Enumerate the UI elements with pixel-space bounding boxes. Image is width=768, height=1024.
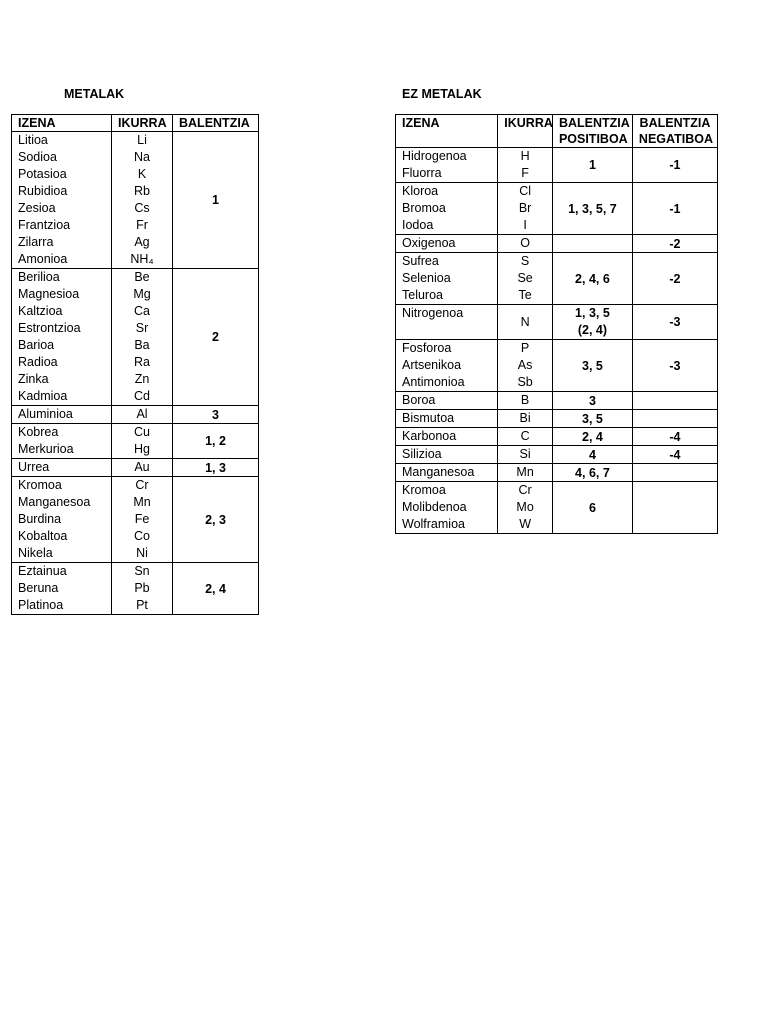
element-symbol: Na [134, 150, 150, 164]
element-symbols-cell [498, 428, 553, 446]
element-names-cell [396, 183, 498, 235]
positive-valence-value: 4, 6, 7 [552, 464, 632, 482]
element-name: Litioa [18, 133, 48, 147]
element-name: Karbonoa [402, 429, 457, 443]
element-symbol: Zn [134, 372, 150, 386]
element-symbols-cell [112, 563, 173, 615]
valence-value: 2, 4 [173, 563, 259, 615]
element-symbol: Mn [516, 465, 534, 479]
element-symbol: Pt [136, 598, 148, 612]
element-name: Aluminioa [18, 407, 73, 421]
element-name: Kobrea [18, 425, 59, 439]
negative-valence-value: -2 [632, 253, 717, 305]
element-symbol: NH₄ [130, 252, 154, 266]
element-name: Kromoa [402, 483, 446, 497]
metal-group-row [12, 477, 259, 563]
element-name: Oxigenoa [402, 236, 456, 250]
positive-valence-value: 1 [552, 148, 632, 183]
ez-metalak-header-row [396, 115, 718, 148]
element-name: Iodoa [402, 218, 434, 232]
element-names-cell [396, 482, 498, 534]
element-symbols-cell [498, 446, 553, 464]
element-name: Kadmioa [18, 389, 68, 403]
element-names-cell [12, 477, 112, 563]
metalak-header-row [12, 115, 259, 132]
element-name: Amonioa [18, 252, 68, 266]
nonmetal-group-row [396, 235, 718, 253]
element-name: Molibdenoa [402, 500, 467, 514]
element-symbols-cell [498, 410, 553, 428]
negative-valence-value [632, 392, 717, 410]
element-symbols-cell [112, 269, 173, 406]
element-name: Manganesoa [18, 495, 91, 509]
header-balentzia-positiboa: BALENTZIA POSITIBOA [552, 115, 632, 148]
element-name: Nitrogenoa [402, 306, 464, 320]
element-symbol: Fe [134, 512, 150, 526]
element-symbol: I [523, 218, 527, 232]
positive-valence-value [552, 305, 632, 340]
element-name: Potasioa [18, 167, 67, 181]
nonmetal-group-row [396, 464, 718, 482]
header-balentzia: BALENTZIA [173, 115, 259, 132]
element-name: Sodioa [18, 150, 57, 164]
element-symbol: Cu [134, 425, 150, 439]
element-name: Estrontzioa [18, 321, 81, 335]
element-name: Barioa [18, 338, 55, 352]
element-names-cell [396, 392, 498, 410]
element-name: Teluroa [402, 288, 443, 302]
nonmetal-group-row [396, 428, 718, 446]
positive-valence-value: 3, 5 [552, 410, 632, 428]
positive-valence-value: 3, 5 [552, 340, 632, 392]
valence-value: 2, 3 [173, 477, 259, 563]
element-name: Boroa [402, 393, 436, 407]
metalak-table [11, 114, 259, 615]
nonmetal-group-row [396, 253, 718, 305]
header-izena: IZENA [12, 115, 112, 132]
element-symbol: Cs [134, 201, 150, 215]
negative-valence-value: -3 [632, 305, 717, 340]
negative-valence-value: -1 [632, 148, 717, 183]
element-symbol: Hg [134, 442, 150, 456]
nonmetal-group-row [396, 305, 718, 340]
metal-group-row [12, 406, 259, 424]
element-name: Merkurioa [18, 442, 74, 456]
element-symbols-cell [498, 148, 553, 183]
nonmetal-group-row [396, 482, 718, 534]
element-symbol: Ba [134, 338, 150, 352]
element-symbols-cell [112, 424, 173, 459]
element-symbol: Ra [134, 355, 150, 369]
element-names-cell [12, 406, 112, 424]
element-names-cell [396, 253, 498, 305]
element-name: Artsenikoa [402, 358, 462, 372]
element-symbol: Br [518, 201, 532, 215]
element-symbol: Mn [133, 495, 151, 509]
element-symbol: P [520, 341, 530, 355]
metal-group-row [12, 424, 259, 459]
header-ikurra: IKURRA [112, 115, 173, 132]
element-names-cell [396, 446, 498, 464]
element-name: Manganesoa [402, 465, 475, 479]
element-symbol: O [520, 236, 530, 250]
positive-valence-value: 1, 3, 5, 7 [552, 183, 632, 235]
positive-valence-value: 4 [552, 446, 632, 464]
element-symbol: Se [517, 271, 533, 285]
nonmetal-group-row [396, 446, 718, 464]
element-name: Nikela [18, 546, 53, 560]
element-symbol: Co [134, 529, 150, 543]
element-name: Kobaltoa [18, 529, 68, 543]
element-name: Antimonioa [402, 375, 465, 389]
nonmetal-group-row [396, 410, 718, 428]
nonmetal-group-row [396, 148, 718, 183]
element-name: Kloroa [402, 184, 439, 198]
negative-valence-value: -4 [632, 446, 717, 464]
element-symbol: Ni [136, 546, 148, 560]
negative-valence-value: -3 [632, 340, 717, 392]
element-name: Kaltzioa [18, 304, 63, 318]
element-name: Selenioa [402, 271, 451, 285]
element-names-cell [396, 464, 498, 482]
element-symbols-cell [498, 305, 553, 340]
element-symbol: Mg [133, 287, 151, 301]
element-symbol: Sr [135, 321, 149, 335]
element-names-cell [396, 305, 498, 340]
negative-valence-value [632, 410, 717, 428]
element-symbol: H [520, 149, 530, 163]
element-symbol: Sn [134, 564, 150, 578]
element-name: Fosforoa [402, 341, 452, 355]
element-symbol: N [520, 314, 530, 329]
element-name: Magnesioa [18, 287, 80, 301]
element-name: Beruna [18, 581, 59, 595]
element-name: Fluorra [402, 166, 442, 180]
element-symbol: Be [134, 270, 150, 284]
element-symbol: Au [134, 460, 150, 474]
element-symbols-cell [498, 482, 553, 534]
element-names-cell [12, 269, 112, 406]
element-name: Zinka [18, 372, 49, 386]
nonmetal-group-row [396, 183, 718, 235]
element-symbol: Ag [134, 235, 150, 249]
element-symbols-cell [498, 183, 553, 235]
ez-metalak-table [395, 114, 718, 534]
positive-valence-value: 6 [552, 482, 632, 534]
element-symbols-cell [498, 464, 553, 482]
nonmetal-group-row [396, 392, 718, 410]
element-symbols-cell [112, 132, 173, 269]
header-balentzia-negatiboa: BALENTZIA NEGATIBOA [632, 115, 717, 148]
metal-group-row [12, 269, 259, 406]
valence-value: 1 [173, 132, 259, 269]
element-name: Platinoa [18, 598, 64, 612]
element-names-cell [396, 340, 498, 392]
element-names-cell [12, 563, 112, 615]
element-symbol: K [137, 167, 147, 181]
element-name: Zesioa [18, 201, 56, 215]
positive-valence-value: 2, 4 [552, 428, 632, 446]
positive-valence-value: 2, 4, 6 [552, 253, 632, 305]
element-symbols-cell [498, 253, 553, 305]
element-symbols-cell [498, 340, 553, 392]
element-names-cell [396, 410, 498, 428]
element-symbol: Sb [517, 375, 533, 389]
valence-value: 1, 3 [173, 459, 259, 477]
negative-valence-value [632, 482, 717, 534]
element-name: Sufrea [402, 254, 439, 268]
element-symbol: Ca [134, 304, 150, 318]
element-symbol: Al [136, 407, 148, 421]
header-ikurra: IKURRA [498, 115, 553, 148]
element-name: Silizioa [402, 447, 442, 461]
element-symbol: Cl [519, 184, 531, 198]
element-symbol: B [520, 393, 530, 407]
element-name: Berilioa [18, 270, 60, 284]
element-symbol: Te [518, 288, 532, 302]
positive-valence-value [552, 235, 632, 253]
negative-valence-value: -4 [632, 428, 717, 446]
ez-metalak-title: EZ METALAK [402, 87, 482, 101]
element-name: Bismutoa [402, 411, 455, 425]
element-symbol: Rb [134, 184, 150, 198]
element-name: Kromoa [18, 478, 62, 492]
element-name: Eztainua [18, 564, 67, 578]
metalak-title: METALAK [64, 87, 125, 101]
element-symbol: C [520, 429, 530, 443]
element-symbols-cell [498, 235, 553, 253]
positive-valence-line: (2, 4) [577, 323, 608, 337]
negative-valence-value: -1 [632, 183, 717, 235]
element-symbol: Cr [135, 478, 149, 492]
element-symbol: F [521, 166, 529, 180]
element-symbol: S [520, 254, 530, 268]
element-symbol: As [517, 358, 533, 372]
element-symbol: Mo [516, 500, 534, 514]
element-name: Radioa [18, 355, 58, 369]
element-symbol: W [519, 517, 531, 531]
element-name: Zilarra [18, 235, 54, 249]
element-symbols-cell [112, 477, 173, 563]
metal-group-row [12, 459, 259, 477]
element-name: Rubidioa [18, 184, 68, 198]
positive-valence-line: 1, 3, 5 [575, 306, 610, 320]
element-symbol: Li [137, 133, 147, 147]
element-name: Frantzioa [18, 218, 71, 232]
element-symbols-cell [498, 392, 553, 410]
element-names-cell [396, 148, 498, 183]
valence-value: 2 [173, 269, 259, 406]
element-names-cell [12, 132, 112, 269]
element-names-cell [396, 235, 498, 253]
element-symbol: Bi [519, 411, 531, 425]
nonmetal-group-row [396, 340, 718, 392]
element-name: Urrea [18, 460, 50, 474]
metal-group-row [12, 563, 259, 615]
metal-group-row [12, 132, 259, 269]
element-names-cell [12, 424, 112, 459]
element-symbols-cell [112, 459, 173, 477]
header-izena: IZENA [396, 115, 498, 148]
element-symbol: Cr [518, 483, 532, 497]
positive-valence-value: 3 [552, 392, 632, 410]
negative-valence-value [632, 464, 717, 482]
element-name: Burdina [18, 512, 62, 526]
element-symbol: Cd [134, 389, 150, 403]
element-symbols-cell [112, 406, 173, 424]
element-name: Wolframioa [402, 517, 465, 531]
valence-value: 3 [173, 406, 259, 424]
element-symbol: Si [519, 447, 531, 461]
element-names-cell [12, 459, 112, 477]
element-names-cell [396, 428, 498, 446]
valence-value: 1, 2 [173, 424, 259, 459]
element-name: Hidrogenoa [402, 149, 467, 163]
element-symbol: Pb [134, 581, 150, 595]
negative-valence-value: -2 [632, 235, 717, 253]
element-symbol: Fr [136, 218, 148, 232]
element-name: Bromoa [402, 201, 446, 215]
